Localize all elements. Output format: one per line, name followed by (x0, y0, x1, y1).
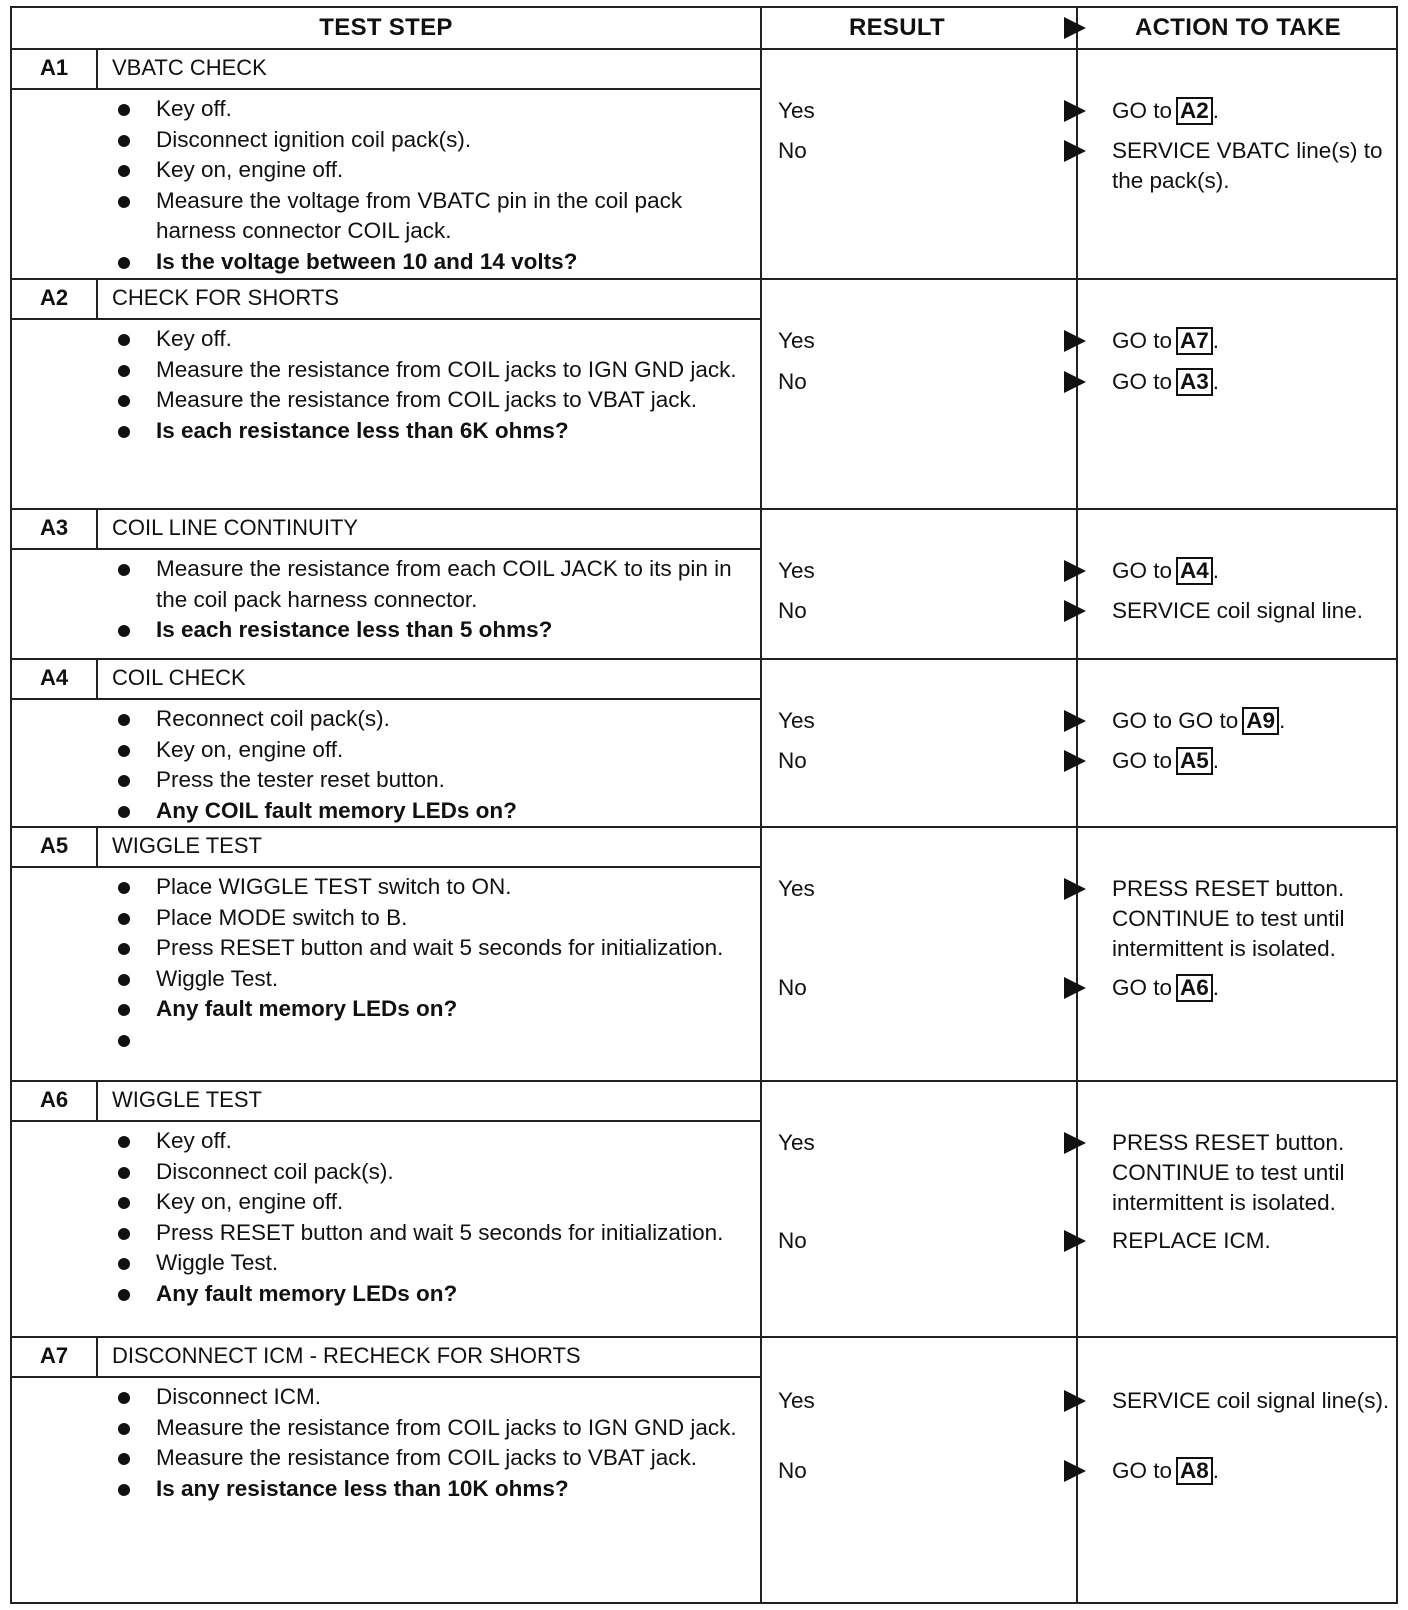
step-text: Measure the resistance from COIL jacks to VBAT jack. (156, 1445, 698, 1470)
step-ref: A7 (1176, 327, 1213, 355)
step-id: A4 (39, 665, 69, 690)
step-text: Place WIGGLE TEST switch to ON. (156, 874, 512, 899)
bullet-icon (118, 1035, 130, 1047)
step-text: Key off. (156, 96, 232, 121)
step-list (112, 1382, 752, 1504)
action-yes: GO to GO to A9 . (1112, 708, 1286, 733)
step-text: Disconnect ignition coil pack(s). (156, 126, 472, 152)
bullet-icon (118, 1228, 130, 1240)
action-no: GO to A3 . (1112, 369, 1220, 394)
action-yes: PRESS RESET button. CONTINUE to test until intermittent is isolated. (1112, 876, 1345, 961)
action-no: GO to A6 . (1112, 975, 1220, 1000)
step-list (112, 1126, 752, 1309)
step-text: Key on, engine off. (156, 157, 344, 182)
step-text: Disconnect coil pack(s). (156, 1158, 394, 1184)
step-id: A2 (39, 285, 69, 310)
bullet-icon (118, 1197, 130, 1209)
result-yes: Yes (778, 708, 815, 733)
step-ref: A4 (1176, 557, 1213, 585)
step-title: COIL LINE CONTINUITY (96, 508, 760, 548)
bullet-icon (118, 257, 130, 269)
bullet-icon (118, 745, 130, 757)
step-text: Place MODE switch to B. (156, 904, 408, 930)
step-text: Measure the voltage from VBATC pin in the coil pack harness connector COIL jack. (156, 187, 683, 243)
right-triangle-arrow-icon (1064, 1390, 1086, 1412)
right-triangle-arrow-icon (1064, 330, 1086, 352)
bullet-icon (118, 1423, 130, 1435)
bullet-icon (118, 334, 130, 346)
step-ref: A3 (1176, 368, 1213, 396)
step-ref: A2 (1176, 97, 1213, 125)
step-text: Wiggle Test. (156, 1250, 279, 1275)
step-id: A3 (39, 515, 69, 540)
step-question: Any COIL fault memory LEDs on? (156, 797, 517, 823)
step-question: Is each resistance less than 5 ohms? (156, 617, 553, 642)
result-yes: Yes (778, 98, 815, 123)
step-list (112, 704, 752, 826)
step-title: CHECK FOR SHORTS (96, 278, 760, 318)
bullet-icon (118, 943, 130, 955)
test-section-a6 (12, 1080, 1396, 1336)
result-yes: Yes (778, 876, 815, 901)
action-yes: PRESS RESET button. CONTINUE to test until intermittent is isolated. (1112, 1130, 1345, 1215)
diagnostic-table (10, 6, 1398, 1604)
result-yes: Yes (778, 558, 815, 583)
step-text: Measure the resistance from COIL jacks to VBAT jack. (156, 387, 698, 412)
bullet-icon (118, 135, 130, 147)
step-id: A7 (39, 1343, 69, 1368)
step-text: Press RESET button and wait 5 seconds for initialization. (156, 1219, 724, 1245)
bullet-icon (118, 104, 130, 116)
step-id: A1 (39, 55, 69, 80)
result-no: No (778, 369, 807, 394)
action-yes: GO to A2 . (1112, 98, 1220, 123)
test-section-a4 (12, 658, 1396, 826)
right-triangle-arrow-icon (1064, 600, 1086, 622)
bullet-icon (118, 882, 130, 894)
step-question: Any fault memory LEDs on? (156, 1280, 458, 1306)
bullet-icon (118, 913, 130, 925)
bullet-icon (118, 426, 130, 438)
step-title: COIL CHECK (96, 658, 760, 698)
step-title: DISCONNECT ICM - RECHECK FOR SHORTS (96, 1336, 760, 1376)
result-yes: Yes (778, 328, 815, 353)
step-text: Measure the resistance from COIL jacks to IGN GND jack. (156, 1414, 737, 1440)
action-no: GO to A5 . (1112, 748, 1220, 773)
bullet-icon (118, 564, 130, 576)
right-triangle-arrow-icon (1064, 140, 1086, 162)
header-test-step: TEST STEP (319, 14, 453, 41)
right-triangle-arrow-icon (1064, 710, 1086, 732)
bullet-icon (118, 1167, 130, 1179)
result-no: No (778, 138, 807, 163)
test-section-a7 (12, 1336, 1396, 1604)
result-no: No (778, 748, 807, 773)
result-no: No (778, 598, 807, 623)
step-text: Measure the resistance from COIL jacks to IGN GND jack. (156, 356, 737, 382)
step-title: WIGGLE TEST (96, 826, 760, 866)
bullet-icon (118, 1289, 130, 1301)
result-no: No (778, 975, 807, 1000)
test-section-a3 (12, 508, 1396, 658)
right-triangle-arrow-icon (1064, 750, 1086, 772)
bullet-icon (118, 974, 130, 986)
step-list (112, 872, 752, 1055)
action-yes: SERVICE coil signal line(s). (1112, 1388, 1390, 1413)
result-no: No (778, 1228, 807, 1253)
right-triangle-arrow-icon (1064, 1132, 1086, 1154)
step-text: Wiggle Test. (156, 965, 279, 991)
result-yes: Yes (778, 1388, 815, 1413)
step-question: Is the voltage between 10 and 14 volts? (156, 248, 578, 274)
step-id: A5 (39, 833, 69, 858)
result-yes: Yes (778, 1130, 815, 1155)
result-no: No (778, 1458, 807, 1483)
step-text: Key off. (156, 326, 232, 351)
right-triangle-arrow-icon (1064, 977, 1086, 999)
right-triangle-arrow-icon (1064, 560, 1086, 582)
action-no: SERVICE VBATC line(s) to the pack(s). (1112, 138, 1383, 193)
bullet-icon (118, 1136, 130, 1148)
bullet-icon (118, 365, 130, 377)
step-title: WIGGLE TEST (96, 1080, 760, 1120)
header-result: RESULT (848, 14, 946, 41)
bullet-icon (118, 196, 130, 208)
bullet-icon (118, 1258, 130, 1270)
right-triangle-arrow-icon (1064, 1230, 1086, 1252)
bullet-icon (118, 1392, 130, 1404)
bullet-icon (118, 625, 130, 637)
bullet-icon (118, 775, 130, 787)
step-text: Measure the resistance from each COIL JACK to its pin in the coil pack harness connector. (156, 556, 732, 612)
bullet-icon (118, 1453, 130, 1465)
step-list (112, 554, 752, 646)
step-text: Disconnect ICM. (156, 1384, 322, 1409)
step-question: Is any resistance less than 10K ohms? (156, 1475, 569, 1501)
right-triangle-arrow-icon (1064, 100, 1086, 122)
right-triangle-arrow-icon (1064, 878, 1086, 900)
step-question: Is each resistance less than 6K ohms? (156, 417, 569, 443)
action-yes: GO to A4 . (1112, 558, 1220, 583)
action-no: GO to A8 . (1112, 1458, 1220, 1483)
step-ref: A8 (1176, 1457, 1213, 1485)
step-list (112, 324, 752, 446)
step-text: Key on, engine off. (156, 1189, 344, 1214)
test-section-a2 (12, 278, 1396, 508)
step-text: Key off. (156, 1128, 232, 1153)
right-triangle-arrow-icon (1064, 371, 1086, 393)
step-text: Key on, engine off. (156, 736, 344, 762)
step-text: Press RESET button and wait 5 seconds for initialization. (156, 935, 724, 960)
step-ref: A6 (1176, 974, 1213, 1002)
action-no: SERVICE coil signal line. (1112, 598, 1363, 623)
step-list (112, 94, 752, 277)
step-question: Any fault memory LEDs on? (156, 996, 458, 1021)
test-section-a1 (12, 48, 1396, 278)
step-ref: A5 (1176, 747, 1213, 775)
action-no: REPLACE ICM. (1112, 1228, 1271, 1253)
right-triangle-arrow-icon (1064, 1460, 1086, 1482)
step-id: A6 (39, 1087, 69, 1112)
action-yes: GO to A7 . (1112, 328, 1220, 353)
bullet-icon (118, 165, 130, 177)
bullet-icon (118, 714, 130, 726)
bullet-icon (118, 806, 130, 818)
bullet-icon (118, 1004, 130, 1016)
bullet-icon (118, 1484, 130, 1496)
test-section-a5 (12, 826, 1396, 1080)
step-title: VBATC CHECK (96, 48, 760, 88)
header-action: ACTION TO TAKE (1135, 14, 1341, 41)
step-text: Press the tester reset button. (156, 767, 445, 792)
step-text: Reconnect coil pack(s). (156, 706, 390, 731)
bullet-icon (118, 395, 130, 407)
step-ref: A9 (1242, 707, 1279, 735)
